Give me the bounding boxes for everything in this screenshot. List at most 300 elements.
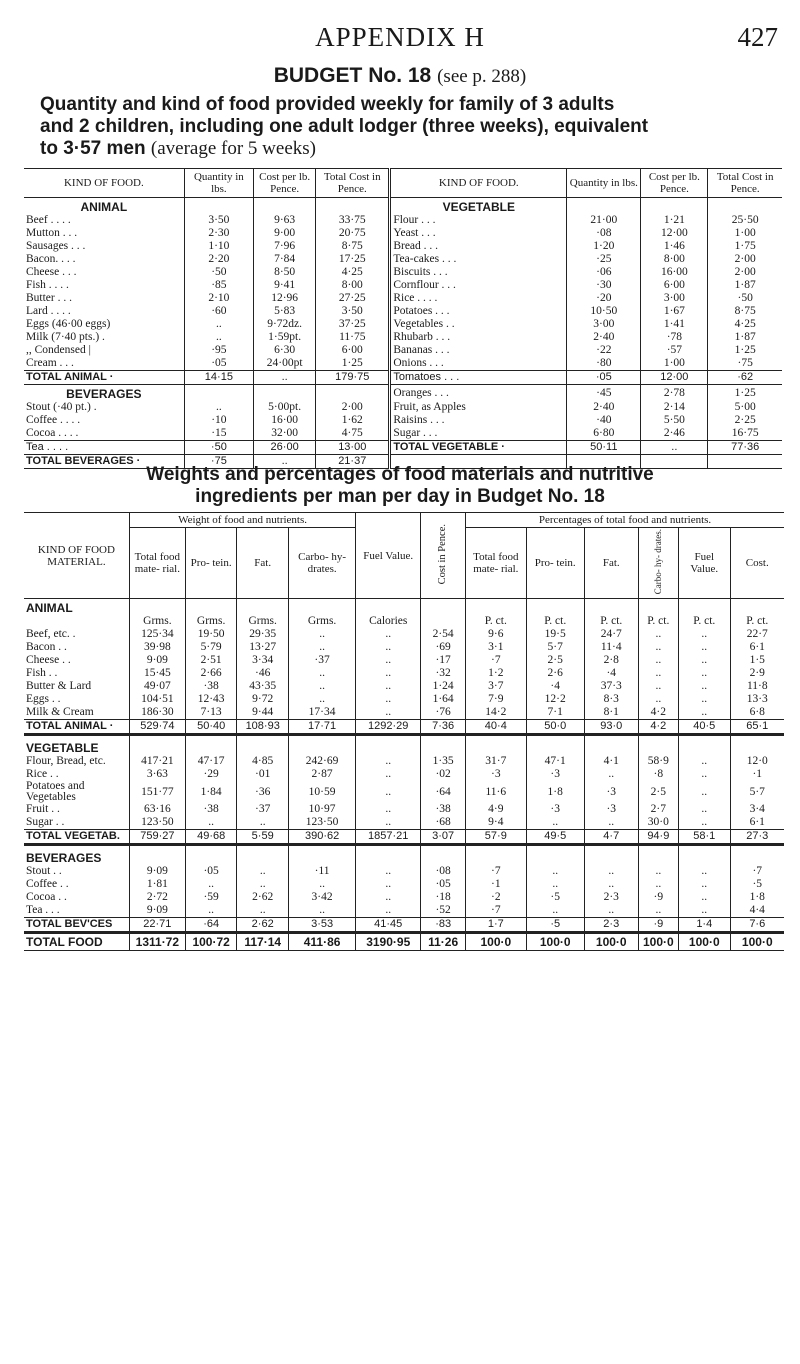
food-name: Bread . . . — [390, 240, 567, 253]
value-cell: .. — [526, 878, 584, 891]
food-name: Eggs . . — [26, 693, 61, 706]
value-cell: .. — [638, 904, 678, 918]
cost-per-lb-cell: 26·00 — [254, 441, 316, 455]
value-cell: 1·5 — [730, 654, 784, 667]
value-cell: 19·5 — [526, 628, 584, 641]
cost-per-lb-cell: 8·50 — [254, 266, 316, 279]
value-cell: .. — [679, 680, 731, 693]
table-row — [24, 414, 782, 427]
table-row — [24, 253, 782, 266]
table-row — [24, 755, 784, 768]
empty-cell — [356, 735, 421, 756]
value-cell: 11·8 — [730, 680, 784, 693]
table-row — [24, 654, 784, 667]
empty-cell — [708, 198, 782, 215]
value-cell: 2·8 — [584, 654, 638, 667]
header-total-cost: Total Cost in Pence. — [708, 169, 782, 198]
total-cost-cell: 5·00 — [708, 401, 782, 414]
total-cost-cell: 2·25 — [708, 414, 782, 427]
page-header — [0, 20, 800, 60]
cost-per-lb-cell: 2·78 — [641, 385, 708, 402]
value-cell: 417·21 — [129, 755, 185, 768]
value-cell: 31·7 — [466, 755, 527, 768]
value-cell: .. — [356, 680, 421, 693]
value-cell: ·05 — [185, 865, 237, 878]
quantity-cell: 21·00 — [567, 214, 641, 227]
value-cell: 1·24 — [421, 680, 466, 693]
value-cell: 5·7 — [730, 781, 784, 803]
empty-cell — [466, 599, 527, 616]
value-cell: ·11 — [288, 865, 355, 878]
empty-cell — [638, 599, 678, 616]
value-cell: .. — [356, 865, 421, 878]
value-cell: 242·69 — [288, 755, 355, 768]
value-cell: 1311·72 — [129, 933, 185, 951]
value-cell: .. — [679, 628, 731, 641]
food-name: Vegetables . . — [390, 318, 567, 331]
value-cell: .. — [679, 768, 731, 781]
section-label: ANIMAL — [80, 200, 128, 214]
value-cell: 3190·95 — [356, 933, 421, 951]
value-cell: 14·2 — [466, 706, 527, 720]
header-fuel-pct: Fuel Value. — [679, 528, 731, 599]
empty-cell — [421, 599, 466, 616]
empty-cell — [730, 845, 784, 866]
value-cell: 50·40 — [185, 720, 237, 735]
value-cell: .. — [356, 904, 421, 918]
value-cell: 100·0 — [638, 933, 678, 951]
value-cell: ·08 — [421, 865, 466, 878]
value-cell: 3·7 — [466, 680, 527, 693]
total-label: TOTAL VEGETABLE · — [390, 441, 567, 455]
value-cell: 529·74 — [129, 720, 185, 735]
value-cell: .. — [288, 641, 355, 654]
table-row — [24, 781, 784, 803]
total-label: TOTAL BEV'CES — [24, 918, 129, 933]
unit-cell: P. ct. — [638, 615, 678, 628]
value-cell: ·37 — [237, 803, 289, 816]
value-cell: .. — [237, 904, 289, 918]
value-cell: 5·59 — [237, 830, 289, 845]
value-cell: ·18 — [421, 891, 466, 904]
value-cell: 1·4 — [679, 918, 731, 933]
food-name: Bacon . . — [26, 641, 67, 654]
cost-per-lb-cell: 12·00 — [641, 371, 708, 385]
food-name: Onions . . . — [390, 357, 567, 371]
table-row — [24, 720, 784, 735]
section-label: BEVERAGES — [66, 387, 142, 401]
total-label: TOTAL ANIMAL · — [24, 720, 129, 735]
value-cell: .. — [679, 904, 731, 918]
value-cell: 93·0 — [584, 720, 638, 735]
table-row — [24, 641, 784, 654]
quantity-cell: ·85 — [184, 279, 253, 292]
cost-per-lb-cell: 1·41 — [641, 318, 708, 331]
value-cell: .. — [356, 781, 421, 803]
value-cell: 7·36 — [421, 720, 466, 735]
value-cell: ·3 — [584, 803, 638, 816]
value-cell: .. — [638, 680, 678, 693]
value-cell: 100·0 — [466, 933, 527, 951]
header-carbo-label: Carbo- hy- drates. — [653, 529, 664, 595]
value-cell: .. — [638, 693, 678, 706]
table-row — [24, 357, 782, 371]
quantity-cell: 6·80 — [567, 427, 641, 441]
food-name: Beef . . . . — [26, 214, 71, 226]
quantity-cell: 1·10 — [184, 240, 253, 253]
empty-cell — [679, 599, 731, 616]
unit-cell: Grms. — [288, 615, 355, 628]
quantity-cell: ·40 — [567, 414, 641, 427]
empty-cell — [679, 735, 731, 756]
total-cost-cell: 6·00 — [316, 344, 390, 357]
quantity-cell: 3·00 — [567, 318, 641, 331]
value-cell: .. — [288, 628, 355, 641]
value-cell: 65·1 — [730, 720, 784, 735]
quantity-cell: ·15 — [184, 427, 253, 441]
value-cell: 9·09 — [129, 904, 185, 918]
empty-cell — [185, 599, 237, 616]
value-cell: 4·2 — [638, 706, 678, 720]
value-cell: 2·5 — [526, 654, 584, 667]
food-name: Butter & Lard — [26, 680, 92, 693]
value-cell: .. — [237, 865, 289, 878]
table-row — [24, 385, 782, 402]
value-cell: .. — [356, 803, 421, 816]
total-cost-cell: 77·36 — [708, 441, 782, 455]
value-cell: 100·0 — [584, 933, 638, 951]
food-name: Milk & Cream — [26, 706, 94, 719]
food-name: Bacon. . . . — [26, 253, 76, 265]
budget-title — [0, 64, 800, 88]
total-label: TOTAL ANIMAL · — [24, 371, 184, 385]
header-carbo: Carbo- hy- drates. — [288, 528, 355, 599]
food-name: Mutton . . . — [26, 227, 78, 239]
quantity-cell: ·60 — [184, 305, 253, 318]
cost-per-lb-cell: ·78 — [641, 331, 708, 344]
empty-cell — [237, 845, 289, 866]
food-name: Biscuits . . . — [390, 266, 567, 279]
value-cell: 390·62 — [288, 830, 355, 845]
value-cell: .. — [356, 693, 421, 706]
value-cell: 6·1 — [730, 816, 784, 830]
value-cell: 40·5 — [679, 720, 731, 735]
cost-per-lb-cell: 8·00 — [641, 253, 708, 266]
value-cell: 759·27 — [129, 830, 185, 845]
value-cell: 24·7 — [584, 628, 638, 641]
value-cell: ·36 — [237, 781, 289, 803]
value-cell: .. — [679, 654, 731, 667]
value-cell: .. — [526, 865, 584, 878]
header-protein: Pro- tein. — [185, 528, 237, 599]
value-cell: .. — [288, 693, 355, 706]
table-row — [24, 441, 782, 455]
value-cell: .. — [288, 878, 355, 891]
empty-cell — [356, 599, 421, 616]
header-kind: KIND OF FOOD MATERIAL. — [24, 513, 129, 599]
quantity-cell: 3·50 — [184, 214, 253, 227]
unit-cell: Grms. — [237, 615, 289, 628]
header-carbo-vertical — [638, 528, 678, 599]
value-cell: 10·97 — [288, 803, 355, 816]
value-cell: 1·7 — [466, 918, 527, 933]
cost-per-lb-cell: 1·59pt. — [254, 331, 316, 344]
value-cell: 11·4 — [584, 641, 638, 654]
value-cell: 9·44 — [237, 706, 289, 720]
empty-cell — [184, 385, 253, 402]
value-cell: ·01 — [237, 768, 289, 781]
value-cell: ·3 — [526, 768, 584, 781]
table-row — [24, 735, 784, 756]
total-cost-cell: 25·50 — [708, 214, 782, 227]
food-name: Butter . . . — [26, 292, 72, 304]
cost-per-lb-cell: 9·00 — [254, 227, 316, 240]
weekly-food-table — [24, 168, 782, 469]
table-row — [24, 878, 784, 891]
value-cell: ·1 — [730, 768, 784, 781]
value-cell: 12·0 — [730, 755, 784, 768]
table-row — [24, 266, 782, 279]
empty-cell — [185, 845, 237, 866]
quantity-cell: ·06 — [567, 266, 641, 279]
quantity-cell: .. — [184, 401, 253, 414]
value-cell: ·2 — [466, 891, 527, 904]
quantity-cell: ·30 — [567, 279, 641, 292]
quantity-cell: ·50 — [184, 266, 253, 279]
header-cost-label: Cost in Pence. — [437, 523, 449, 585]
value-cell: .. — [356, 816, 421, 830]
title-line: ingredients per man per day in Budget No. 18 — [195, 486, 605, 507]
value-cell: 12·43 — [185, 693, 237, 706]
table-row — [24, 371, 782, 385]
unit-cell: Calories — [356, 615, 421, 628]
header-cost-per-lb: Cost per lb. Pence. — [641, 169, 708, 198]
food-name: Fish . . — [26, 667, 58, 680]
value-cell: .. — [356, 628, 421, 641]
value-cell: .. — [679, 641, 731, 654]
empty-cell — [129, 599, 185, 616]
value-cell: ·59 — [185, 891, 237, 904]
value-cell: 1·2 — [466, 667, 527, 680]
empty-cell — [288, 845, 355, 866]
food-name: Fruit, as Apples — [390, 401, 567, 414]
header-percent-group: Percentages of total food and nutrients. — [466, 513, 784, 528]
value-cell: 8·3 — [584, 693, 638, 706]
value-cell: 9·09 — [129, 865, 185, 878]
value-cell: 8·1 — [584, 706, 638, 720]
value-cell: .. — [288, 667, 355, 680]
quantity-cell: 2·40 — [567, 401, 641, 414]
value-cell: 7·13 — [185, 706, 237, 720]
total-cost-cell: 21·37 — [316, 455, 390, 469]
value-cell: .. — [679, 878, 731, 891]
value-cell: 108·93 — [237, 720, 289, 735]
total-cost-cell: 8·75 — [316, 240, 390, 253]
value-cell: 47·1 — [526, 755, 584, 768]
cost-per-lb-cell: 12·00 — [641, 227, 708, 240]
value-cell: ·8 — [638, 768, 678, 781]
food-name: Coffee . . — [26, 878, 69, 891]
value-cell: 2·66 — [185, 667, 237, 680]
value-cell: .. — [185, 878, 237, 891]
unit-cell — [421, 615, 466, 628]
value-cell: 58·9 — [638, 755, 678, 768]
table-row — [24, 599, 784, 616]
cost-per-lb-cell: 16·00 — [254, 414, 316, 427]
empty-cell — [288, 599, 355, 616]
value-cell: 47·17 — [185, 755, 237, 768]
value-cell: ·64 — [421, 781, 466, 803]
empty-cell — [288, 735, 355, 756]
food-name: Eggs (46·00 eggs) — [26, 318, 111, 330]
value-cell: 58·1 — [679, 830, 731, 845]
quantity-cell: ·08 — [567, 227, 641, 240]
value-cell: .. — [584, 816, 638, 830]
budget-ref: (see p. 288) — [437, 66, 527, 87]
value-cell: .. — [638, 865, 678, 878]
empty-cell — [24, 615, 129, 628]
total-cost-cell: ·75 — [708, 357, 782, 371]
table-row — [24, 214, 782, 227]
value-cell: 1·81 — [129, 878, 185, 891]
quantity-cell: ·45 — [567, 385, 641, 402]
value-cell: 4·7 — [584, 830, 638, 845]
table-row — [24, 803, 784, 816]
value-cell: 3·34 — [237, 654, 289, 667]
table-row — [24, 318, 782, 331]
value-cell: 3·53 — [288, 918, 355, 933]
empty-cell — [526, 845, 584, 866]
food-name: Cocoa . . . . — [26, 427, 79, 439]
value-cell: ·3 — [584, 781, 638, 803]
cost-per-lb-cell: 2·14 — [641, 401, 708, 414]
total-cost-cell: 3·50 — [316, 305, 390, 318]
table-row — [24, 865, 784, 878]
empty-cell — [679, 845, 731, 866]
total-cost-cell: 8·75 — [708, 305, 782, 318]
value-cell: .. — [185, 904, 237, 918]
cost-per-lb-cell: 6·00 — [641, 279, 708, 292]
value-cell: 2·51 — [185, 654, 237, 667]
cost-per-lb-cell: 6·30 — [254, 344, 316, 357]
value-cell: .. — [584, 768, 638, 781]
value-cell: 15·45 — [129, 667, 185, 680]
value-cell: .. — [638, 628, 678, 641]
table-row — [24, 816, 784, 830]
value-cell: 5·7 — [526, 641, 584, 654]
table-row — [24, 933, 784, 951]
value-cell: 3·07 — [421, 830, 466, 845]
section-label: VEGETABLE — [390, 198, 567, 215]
value-cell: .. — [237, 878, 289, 891]
food-name: ,, Condensed | — [26, 344, 91, 356]
quantity-cell: ·95 — [184, 344, 253, 357]
food-name: Potatoes . . . — [390, 305, 567, 318]
value-cell: 4·2 — [638, 720, 678, 735]
quantity-cell: 2·10 — [184, 292, 253, 305]
cost-per-lb-cell: 12·96 — [254, 292, 316, 305]
value-cell: .. — [679, 667, 731, 680]
value-cell: ·7 — [730, 865, 784, 878]
food-name: Cream . . . — [26, 357, 74, 369]
value-cell: .. — [679, 755, 731, 768]
value-cell: ·17 — [421, 654, 466, 667]
value-cell: ·3 — [466, 768, 527, 781]
value-cell: 6·1 — [730, 641, 784, 654]
value-cell: .. — [584, 865, 638, 878]
value-cell: 2·62 — [237, 918, 289, 933]
empty-cell — [254, 385, 316, 402]
value-cell: 10·59 — [288, 781, 355, 803]
value-cell: .. — [356, 768, 421, 781]
total-cost-cell: 4·25 — [708, 318, 782, 331]
cost-per-lb-cell: 16·00 — [641, 266, 708, 279]
total-label: TOTAL FOOD — [24, 933, 129, 951]
value-cell: .. — [638, 654, 678, 667]
value-cell: 3·63 — [129, 768, 185, 781]
value-cell: 5·79 — [185, 641, 237, 654]
value-cell: 9·6 — [466, 628, 527, 641]
empty-cell — [316, 385, 390, 402]
empty-cell — [421, 845, 466, 866]
value-cell: 100·0 — [730, 933, 784, 951]
total-cost-cell: 11·75 — [316, 331, 390, 344]
cost-per-lb-cell: 32·00 — [254, 427, 316, 441]
food-name: Tea . . . . — [24, 441, 184, 455]
empty-cell — [237, 599, 289, 616]
table-row — [24, 240, 782, 253]
cost-per-lb-cell: 24·00pt — [254, 357, 316, 371]
value-cell: 2·72 — [129, 891, 185, 904]
value-cell: ·7 — [466, 865, 527, 878]
header-total-pct: Total food mate- rial. — [466, 528, 527, 599]
title-line: Weights and percentages of food materials and nutritive — [146, 464, 654, 485]
table-row — [24, 904, 784, 918]
value-cell: 2·6 — [526, 667, 584, 680]
value-cell: 123·50 — [288, 816, 355, 830]
quantity-cell: ·80 — [567, 357, 641, 371]
value-cell: 41·45 — [356, 918, 421, 933]
table-row — [24, 918, 784, 933]
value-cell: .. — [679, 693, 731, 706]
value-cell: 94·9 — [638, 830, 678, 845]
intro-line: Quantity and kind of food provided weekly for family of 3 adults — [40, 94, 615, 115]
total-cost-cell: 4·25 — [316, 266, 390, 279]
food-name: Raisins . . . — [390, 414, 567, 427]
value-cell: 4·1 — [584, 755, 638, 768]
intro-line-sub: (average for 5 weeks) — [150, 138, 316, 159]
empty-cell — [466, 735, 527, 756]
section-label: BEVERAGES — [26, 851, 102, 866]
value-cell: .. — [638, 878, 678, 891]
empty-cell — [638, 735, 678, 756]
total-cost-cell: 2·00 — [708, 266, 782, 279]
food-name: Milk (7·40 pts.) . — [26, 331, 105, 343]
table-row — [24, 331, 782, 344]
total-cost-cell: 27·25 — [316, 292, 390, 305]
food-name: Rice . . . . — [390, 292, 567, 305]
quantity-cell: ·10 — [184, 414, 253, 427]
table-header-row — [24, 513, 784, 528]
total-cost-cell: 37·25 — [316, 318, 390, 331]
quantity-cell: .. — [184, 331, 253, 344]
value-cell: .. — [679, 816, 731, 830]
empty-cell — [567, 198, 641, 215]
total-cost-cell: 2·00 — [708, 253, 782, 266]
value-cell: 123·50 — [129, 816, 185, 830]
value-cell: 49·68 — [185, 830, 237, 845]
total-label: TOTAL BEVERAGES · — [24, 455, 184, 469]
